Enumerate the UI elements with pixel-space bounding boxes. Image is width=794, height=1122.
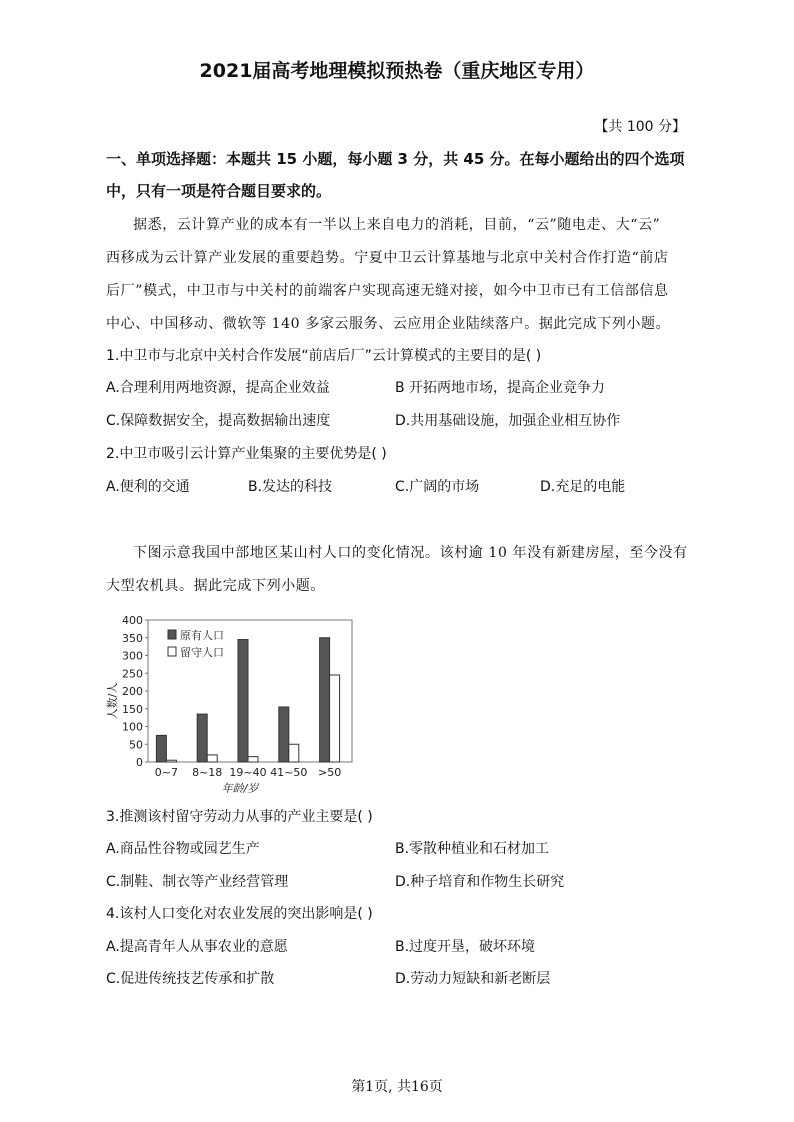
x-axis-label: 年龄/岁 <box>221 782 259 795</box>
y-tick-label: 250 <box>122 667 143 681</box>
question-4-option-d: D.劳动力短缺和新老断层 <box>395 971 551 987</box>
question-2-option-b: B.发达的科技 <box>248 479 333 495</box>
question-1-option-d: D.共用基础设施，加强企业相互协作 <box>395 413 621 429</box>
y-tick-label: 300 <box>122 649 143 663</box>
section-heading-line2: 中，只有一项是符合题目要求的。 <box>106 182 332 200</box>
passage2-line1: 下图示意我国中部地区某山村人口的变化情况。该村逾 10 年没有新建房屋，至今没有 <box>133 545 688 561</box>
bar-remaining-4 <box>289 744 299 762</box>
bar-original-2 <box>197 714 207 762</box>
y-tick-label: 0 <box>136 756 143 769</box>
total-score: 【共 100 分】 <box>594 119 686 135</box>
question-1-option-c: C.保障数据安全，提高数据输出速度 <box>106 413 331 429</box>
legend-label: 原有人口 <box>180 629 224 642</box>
bar-original-3 <box>238 640 248 762</box>
y-tick-label: 100 <box>122 720 143 734</box>
bar-remaining-3 <box>248 757 258 762</box>
y-tick-label: 350 <box>122 631 143 645</box>
y-tick-label: 200 <box>122 685 143 698</box>
question-2-stem: 2.中卫市吸引云计算产业集聚的主要优势是( ) <box>106 446 387 462</box>
question-3-option-b: B.零散种植业和石材加工 <box>395 841 550 857</box>
question-4-option-b: B.过度开垦，破坏环境 <box>395 939 536 955</box>
page-title: 2021届高考地理模拟预热卷（重庆地区专用） <box>199 60 595 82</box>
bar-original-4 <box>279 707 289 762</box>
question-4-stem: 4.该村人口变化对农业发展的突出影响是( ) <box>106 906 373 922</box>
y-tick-label: 50 <box>129 738 143 752</box>
passage1-line3: 后厂”模式，中卫市与中关村的前端客户实现高速无缝对接，如今中卫市已有工信部信息 <box>106 283 669 299</box>
bar-remaining-1 <box>166 760 176 762</box>
legend-label: 留守人口 <box>180 646 224 659</box>
y-tick-label: 400 <box>122 614 143 627</box>
bar-original-1 <box>156 735 166 762</box>
x-tick-label: >50 <box>317 766 342 779</box>
question-2-option-c: C.广阔的市场 <box>395 479 480 495</box>
passage1-line2: 西移成为云计算产业发展的重要趋势。宁夏中卫云计算基地与北京中关村合作打造“前店 <box>106 250 669 266</box>
question-4-option-c: C.促进传统技艺传承和扩散 <box>106 971 275 987</box>
bar-remaining-5 <box>330 675 340 762</box>
question-2-option-d: D.充足的电能 <box>540 479 626 495</box>
legend-swatch <box>168 647 176 656</box>
bar-remaining-2 <box>207 755 217 762</box>
x-tick-label: 0~7 <box>154 766 179 779</box>
question-3-option-c: C.制鞋、制衣等产业经营管理 <box>106 874 289 890</box>
y-tick-label: 150 <box>122 702 143 716</box>
passage2-line2: 大型农机具。据此完成下列小题。 <box>106 578 325 594</box>
question-3-option-d: D.种子培育和作物生长研究 <box>395 874 565 890</box>
question-1-stem: 1.中卫市与北京中关村合作发展“前店后厂”云计算模式的主要目的是( ) <box>106 348 542 364</box>
x-tick-label: 41~50 <box>270 766 308 779</box>
section-heading-line1: 一、单项选择题：本题共 15 小题，每小题 3 分，共 45 分。在每小题给出的四个选项 <box>106 150 685 168</box>
y-axis-label: 人数/人 <box>106 682 119 720</box>
question-2-option-a: A.便利的交通 <box>106 479 190 495</box>
question-1-option-b: B 开拓两地市场，提高企业竞争力 <box>395 380 606 396</box>
page-footer: 第1页, 共16页 <box>351 1079 443 1095</box>
population-bar-chart <box>100 600 360 800</box>
x-tick-label: 8~18 <box>192 766 223 779</box>
question-1-option-a: A.合理利用两地资源，提高企业效益 <box>106 380 330 396</box>
legend-swatch <box>168 630 176 639</box>
passage1-line4: 中心、中国移动、微软等 140 多家云服务、云应用企业陆续落户。据此完成下列小题。 <box>106 316 671 332</box>
question-3-option-a: A.商品性谷物或园艺生产 <box>106 841 260 857</box>
question-4-option-a: A.提高青年人从事农业的意愿 <box>106 939 288 955</box>
question-3-stem: 3.推测该村留守劳动力从事的产业主要是( ) <box>106 809 373 825</box>
x-tick-label: 19~40 <box>229 766 267 779</box>
bar-original-5 <box>320 638 330 762</box>
passage1-line1: 据悉，云计算产业的成本有一半以上来自电力的消耗，目前，“云”随电走、大“云” <box>133 217 661 233</box>
